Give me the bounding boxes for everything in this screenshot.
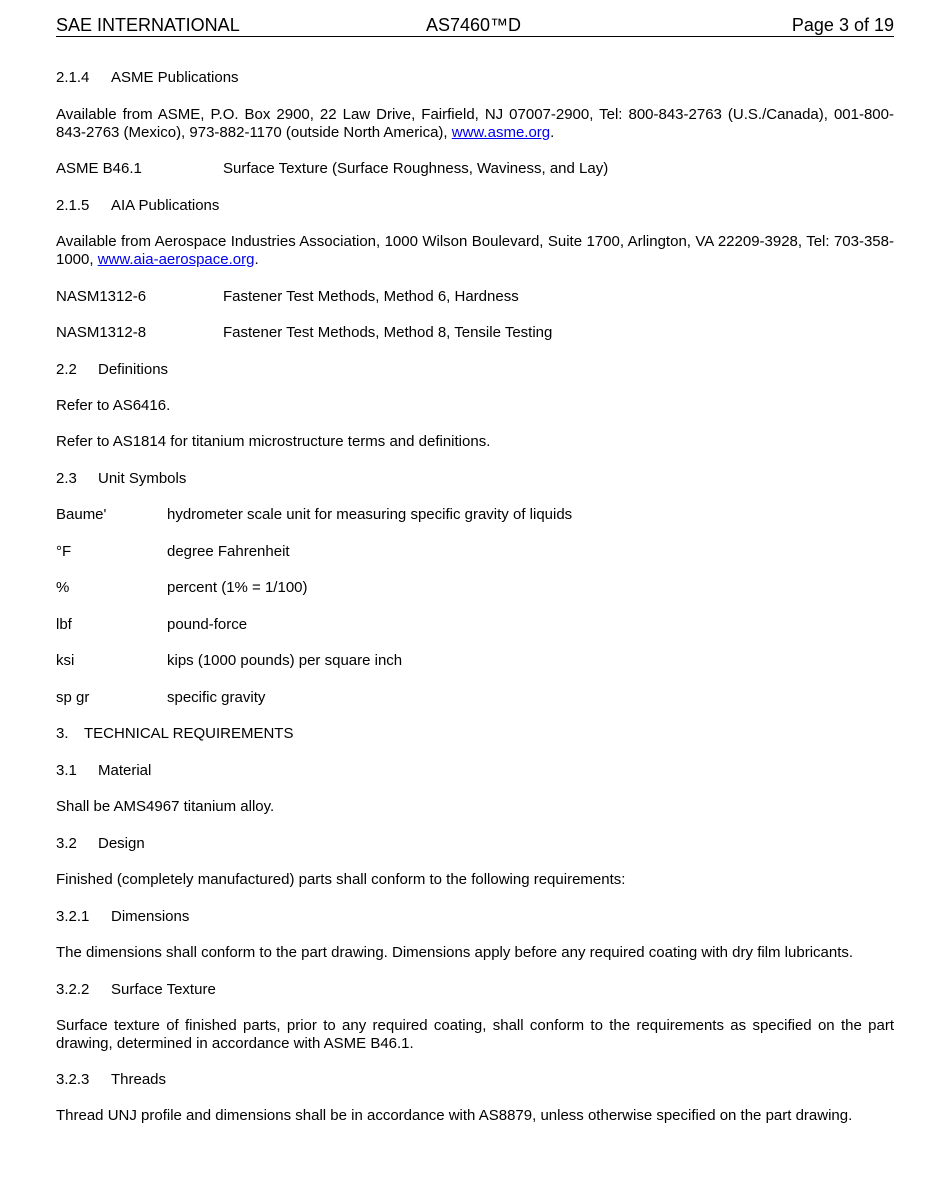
asme-availability-end: . xyxy=(550,124,555,141)
page-header xyxy=(56,14,894,37)
reference-title: Fastener Test Methods, Method 8, Tensile Testing xyxy=(223,324,553,341)
section-number: 3.2 xyxy=(56,835,77,852)
section-title: Definitions xyxy=(98,361,169,378)
unit-symbol: °F xyxy=(56,543,72,560)
unit-symbol-row xyxy=(56,579,894,597)
section-number: 2.1.4 xyxy=(56,69,90,86)
design-paragraph: Finished (completely manufactured) parts shall conform to the following requirements: xyxy=(56,871,626,888)
section-heading-2-3 xyxy=(56,470,894,488)
unit-description: hydrometer scale unit for measuring specific gravity of liquids xyxy=(167,506,573,523)
section-heading-3-2-2 xyxy=(56,981,894,999)
section-title: Threads xyxy=(111,1071,167,1088)
section-title: Material xyxy=(98,762,152,779)
unit-symbol-row xyxy=(56,616,894,634)
section-heading-3 xyxy=(56,725,894,743)
section-title: Design xyxy=(98,835,145,852)
section-title: TECHNICAL REQUIREMENTS xyxy=(84,725,294,742)
surface-texture-paragraph: Surface texture of finished parts, prior to any required coating, shall conform to the requirements as specified on the part drawing, determined in accordance with ASME B46.1. xyxy=(56,1017,894,1052)
asme-availability-paragraph xyxy=(56,106,894,142)
section-number: 3. xyxy=(56,725,69,742)
header-org: SAE INTERNATIONAL xyxy=(56,15,240,35)
section-title: Surface Texture xyxy=(111,981,216,998)
section-number: 3.2.1 xyxy=(56,908,90,925)
section-heading-2-2 xyxy=(56,361,894,379)
unit-symbol-row xyxy=(56,543,894,561)
header-doc-number: AS7460™D xyxy=(426,15,522,35)
unit-description: kips (1000 pounds) per square inch xyxy=(167,652,403,669)
reference-title: Surface Texture (Surface Roughness, Waviness, and Lay) xyxy=(223,160,609,177)
reference-row xyxy=(56,160,894,178)
header-page-number: Page 3 of 19 xyxy=(791,15,894,35)
section-heading-2-1-4 xyxy=(56,69,894,87)
unit-description: degree Fahrenheit xyxy=(167,543,290,560)
aia-availability-text: Available from Aerospace Industries Association, 1000 Wilson Boulevard, Suite 1700, Arlington, VA 22209-3928, Tel: 703-358-1000, xyxy=(56,233,894,268)
aia-availability-end: . xyxy=(254,251,259,268)
reference-code: NASM1312-6 xyxy=(56,288,147,305)
reference-code: ASME B46.1 xyxy=(56,160,142,177)
section-heading-3-2-1 xyxy=(56,908,894,926)
section-title: Dimensions xyxy=(111,908,190,925)
section-heading-3-2-3 xyxy=(56,1071,894,1089)
unit-symbol: % xyxy=(56,579,70,596)
section-number: 2.3 xyxy=(56,470,77,487)
reference-title: Fastener Test Methods, Method 6, Hardness xyxy=(223,288,519,305)
section-heading-2-1-5 xyxy=(56,197,894,215)
asme-availability-text: Available from ASME, P.O. Box 2900, 22 Law Drive, Fairfield, NJ 07007-2900, Tel: 800-843-2763 (U.S./Canada), 001-800-843-2763 (Mexico), 973-882-1170 (outside North America), xyxy=(56,106,894,141)
section-number: 3.2.2 xyxy=(56,981,90,998)
unit-description: pound-force xyxy=(167,616,248,633)
unit-symbol: lbf xyxy=(56,616,72,633)
definitions-paragraph-1: Refer to AS6416. xyxy=(56,397,171,414)
unit-symbol: Baume' xyxy=(56,506,107,523)
dimensions-paragraph: The dimensions shall conform to the part drawing. Dimensions apply before any required coating with dry film lubricants. xyxy=(56,944,854,961)
section-title: AIA Publications xyxy=(111,197,220,214)
section-heading-3-1 xyxy=(56,762,894,780)
unit-description: specific gravity xyxy=(167,689,266,706)
unit-description: percent (1% = 1/100) xyxy=(167,579,308,596)
unit-symbol-row xyxy=(56,652,894,670)
section-number: 2.2 xyxy=(56,361,77,378)
asme-link[interactable]: www.asme.org xyxy=(451,124,551,141)
definitions-paragraph-2: Refer to AS1814 for titanium microstructure terms and definitions. xyxy=(56,433,491,450)
material-paragraph: Shall be AMS4967 titanium alloy. xyxy=(56,798,275,815)
reference-code: NASM1312-8 xyxy=(56,324,147,341)
unit-symbol-row xyxy=(56,506,894,524)
aia-link[interactable]: www.aia-aerospace.org xyxy=(97,251,255,268)
section-heading-3-2 xyxy=(56,835,894,853)
unit-symbol: sp gr xyxy=(56,689,90,706)
reference-row xyxy=(56,288,894,306)
aia-availability-paragraph xyxy=(56,233,894,269)
section-number: 3.2.3 xyxy=(56,1071,90,1088)
reference-row xyxy=(56,324,894,342)
unit-symbol-row xyxy=(56,689,894,707)
section-title: ASME Publications xyxy=(111,69,239,86)
section-number: 3.1 xyxy=(56,762,77,779)
unit-symbol: ksi xyxy=(56,652,75,669)
section-title: Unit Symbols xyxy=(98,470,187,487)
threads-paragraph: Thread UNJ profile and dimensions shall be in accordance with AS8879, unless otherwise specified on the part drawing. xyxy=(56,1107,853,1124)
section-number: 2.1.5 xyxy=(56,197,90,214)
